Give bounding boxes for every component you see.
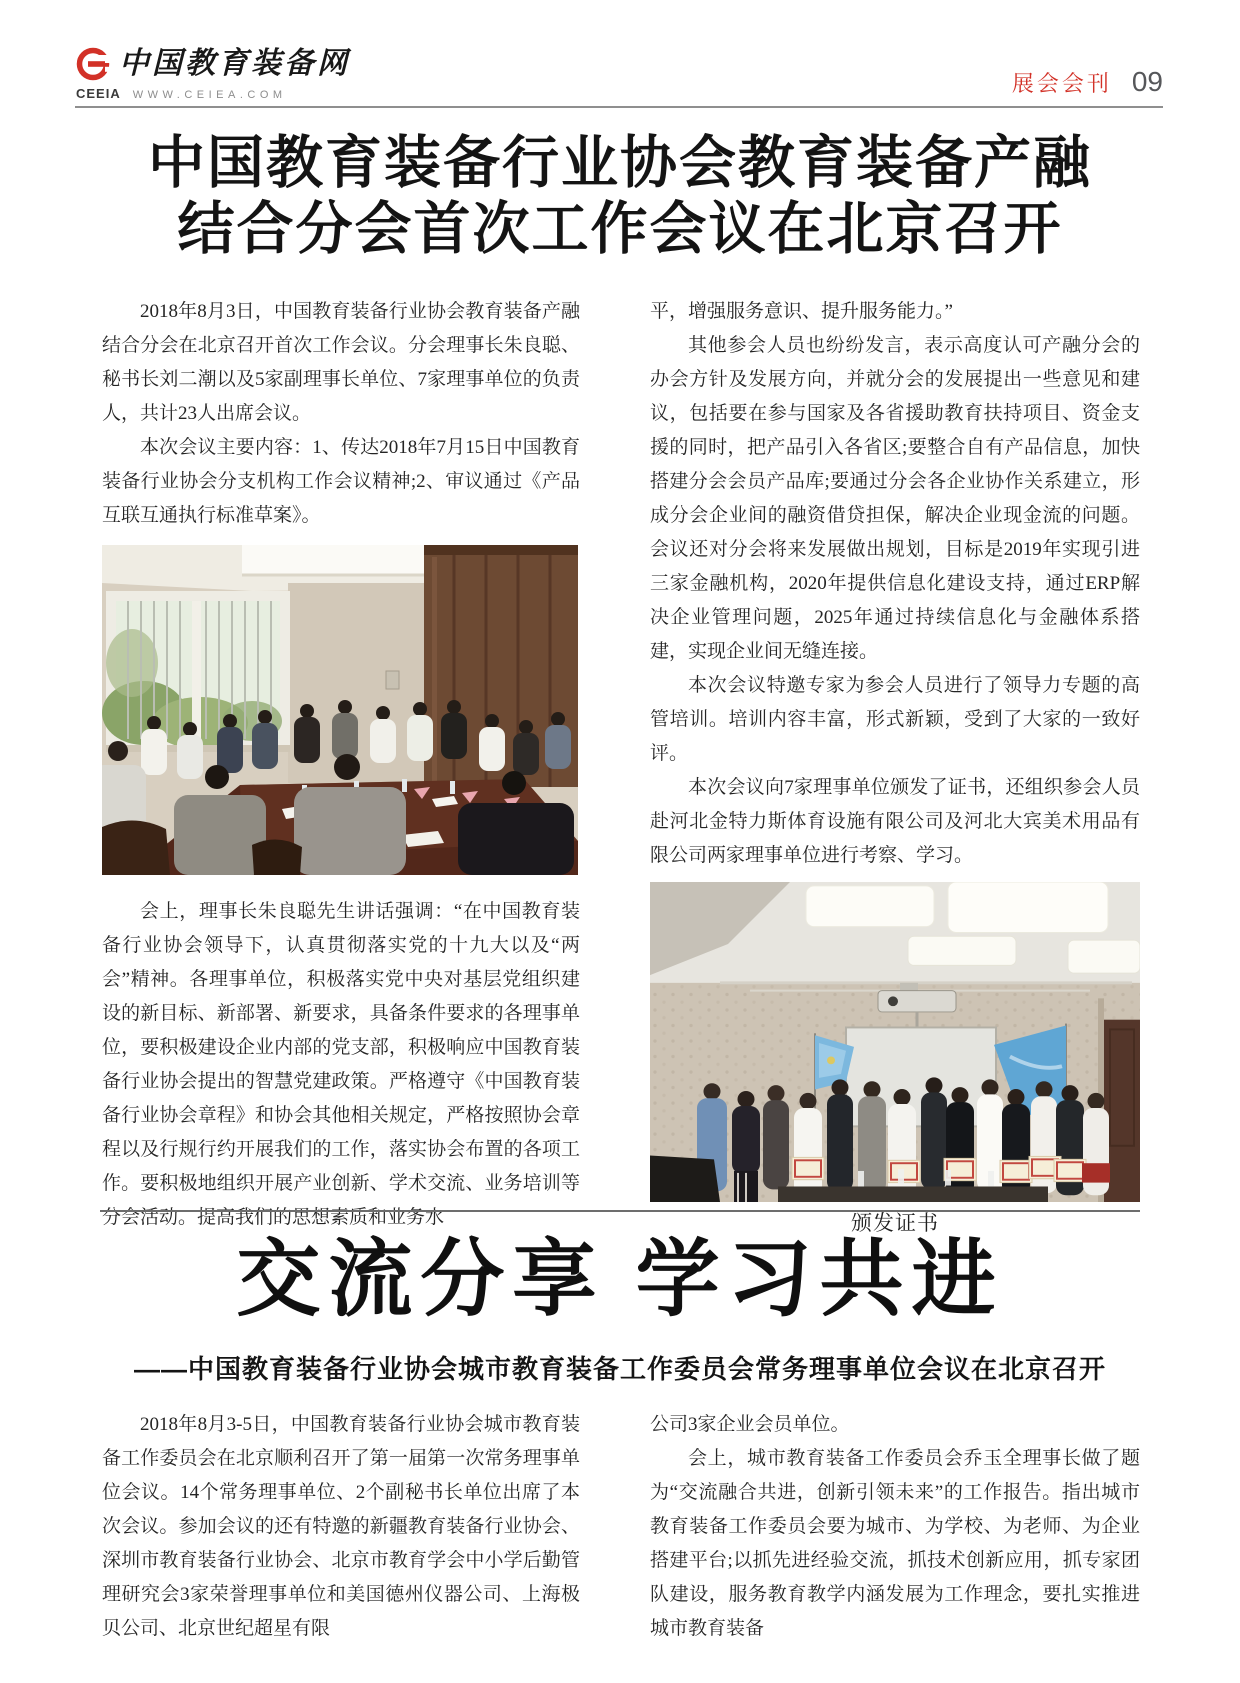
paragraph: 本次会议向7家理事单位颁发了证书，还组织参会人员赴河北金特力斯体育设施有限公司及河北大宾美术用品有限公司两家理事单位进行考察、学习。: [650, 777, 1140, 866]
meeting-room-photo: [102, 545, 578, 875]
header-right: [1012, 66, 1163, 98]
logo-url-text: WWW.CEIEA.COM: [132, 89, 287, 101]
article1-right-column: [650, 295, 1140, 1238]
foreground-chair: [650, 1155, 720, 1202]
logo-site-name: 中国教育装备网: [119, 47, 350, 80]
article2-right-column: [650, 1408, 1140, 1646]
article2-columns: [102, 1408, 1140, 1646]
section-divider: [100, 1210, 1140, 1212]
section-label: 展会会刊: [1011, 71, 1112, 96]
article1-title-line2: 结合分会首次工作会议在北京召开: [177, 197, 1063, 261]
paragraph: 本次会议特邀专家为参会人员进行了领导力专题的高管培训。培训内容丰富，形式新颖，受到了大家的一致好评。: [650, 675, 1140, 764]
table-edge: [778, 1186, 1048, 1202]
foreground-chair: [102, 820, 170, 875]
paragraph: 其他参会人员也纷纷发言，表示高度认可产融分会的办会方针及发展方向，并就分会的发展提出一些意见和建议，包括要在参与国家及各省援助教育扶持项目、资金支援的同时，把产品引入各省区;要整合自有产品信息，加快搭建分会会员产品库;要通过分会各企业协作关系建立，形成分会企业间的融资借贷担保，解决企业现金流的问题。会议还对分会将来发展做出规划，目标是2019年实现引进三家金融机构，2020年提供信息化建设支持，通过ERP解决企业管理问题，2025年通过持续信息化与金融体系搭建，实现企业间无缝连接。: [650, 335, 1140, 662]
logo-subline: [76, 86, 287, 101]
certificate-award-photo: [650, 882, 1140, 1202]
paragraph: 2018年8月3日，中国教育装备行业协会教育装备产融结合分会在北京召开首次工作会议。分会理事长朱良聪、秘书长刘二潮以及5家副理事长单位、7家理事单位的负责人，共计23人出席会议。: [102, 301, 580, 424]
paragraph: 公司3家企业会员单位。: [650, 1414, 850, 1435]
article1-title: [100, 130, 1140, 262]
paragraph: 平，增强服务意识、提升服务能力。”: [650, 301, 953, 322]
article2-subtitle: ——中国教育装备行业协会城市教育装备工作委员会常务理事单位会议在北京召开: [133, 1354, 1106, 1384]
article1-columns: [102, 295, 1140, 1238]
article2-left-column: [102, 1408, 580, 1646]
photo-caption: 颁发证书: [851, 1212, 939, 1235]
article1-title-line1: 中国教育装备行业协会教育装备产融: [148, 131, 1092, 195]
header-rule: [75, 106, 1163, 108]
ceeia-logo-icon: [75, 46, 111, 82]
paragraph: 2018年8月3-5日，中国教育装备行业协会城市教育装备工作委员会在北京顺利召开了第一届第一次常务理事单位会议。14个常务理事单位、2个副秘书长单位出席了本次会议。参加会议的还有特邀的新疆教育装备行业协会、深圳市教育装备行业协会、北京市教育学会中小学后勤管理研究会3家荣誉理事单位和美国德州仪器公司、上海极贝公司、北京世纪超星有限: [102, 1414, 580, 1639]
foreground-chair: [252, 839, 302, 875]
certificate-award-photo-graphic: [650, 882, 1140, 1202]
page-number: 09: [1131, 66, 1163, 97]
logo-ceeia-text: CEEIA: [76, 86, 121, 101]
paragraph: 本次会议主要内容：1、传达2018年7月15日中国教育装备行业协会分支机构工作会议精神;2、审议通过《产品互联互通执行标准草案》。: [102, 437, 580, 526]
paragraph: 会上，理事长朱良聪先生讲话强调：“在中国教育装备行业协会领导下，认真贯彻落实党的十九大以及“两会”精神。各理事单位，积极落实党中央对基层党组织建设的新目标、新部署、新要求，具备条件要求的各理事单位，要积极建设企业内部的党支部，积极响应中国教育装备行业协会提出的智慧党建政策。严格遵守《中国教育装备行业协会章程》和协会其他相关规定，严格按照协会章程以及行规行约开展我们的工作，落实协会布置的各项工作。要积极地组织开展产业创新、学术交流、业务培训等分会活动。提高我们的思想素质和业务水: [102, 901, 580, 1228]
page-header: [75, 46, 1163, 108]
ceeia-logo: [75, 46, 350, 82]
wall-thermostat: [386, 671, 399, 689]
article2-title: 交流分享 学习共进: [236, 1232, 1004, 1326]
paragraph: 会上，城市教育装备工作委员会乔玉全理事长做了题为“交流融合共进，创新引领未来”的工作报告。指出城市教育装备工作委员会要为城市、为学校、为老师、为企业搭建平台;以抓先进经验交流，抓技术创新应用，抓专家团队建设，服务教育教学内涵发展为工作理念，要扎实推进城市教育装备: [650, 1448, 1140, 1639]
article1-left-column: [102, 295, 580, 1238]
meeting-room-photo-graphic: [102, 545, 578, 875]
